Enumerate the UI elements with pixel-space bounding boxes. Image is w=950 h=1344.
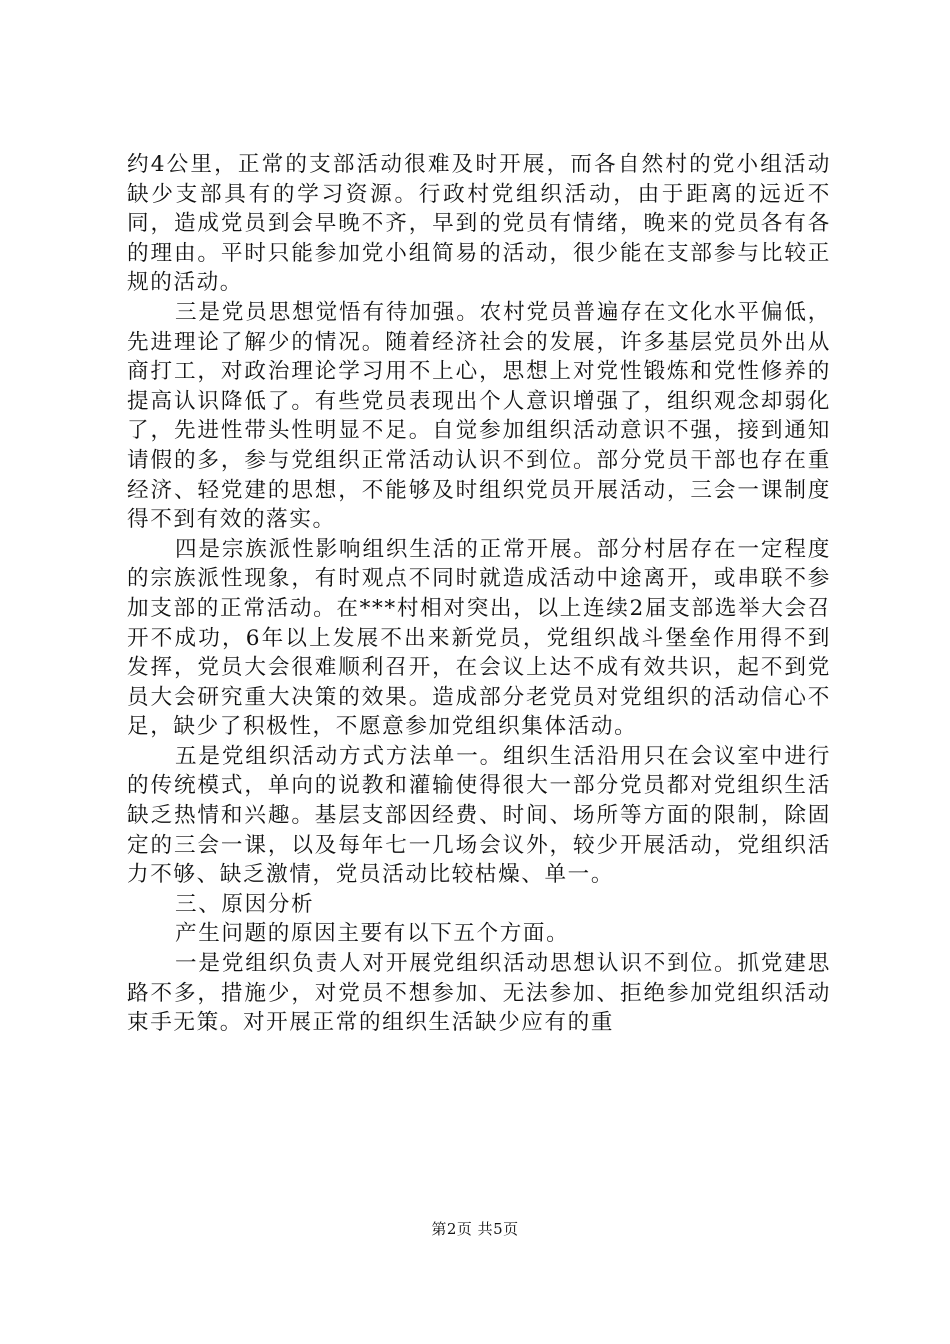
paragraph-point-five: 五是党组织活动方式方法单一。组织生活沿用只在会议室中进行的传统模式，单向的说教和灌输使得很大一部分党员都对党组织生活缺乏热情和兴趣。基层支部因经费、时间、场所等方面的限制，除固定的三会一课，以及每年七一几场会议外，较少开展活动，党组织活力不够、缺乏激情，党员活动比较枯燥、单一。 <box>127 743 831 888</box>
paragraph-point-three: 三是党员思想觉悟有待加强。农村党员普遍存在文化水平偏低，先进理论了解少的情况。随着经济社会的发展，许多基层党员外出从商打工，对政治理论学习用不上心，思想上对党性锻炼和党性修养的提高认识降低了。有些党员表现出个人意识增强了，组织观念却弱化了，先进性带头性明显不足。自觉参加组织活动意识不强，接到通知请假的多，参与党组织正常活动认识不到位。部分党员干部也存在重经济、轻党建的思想，不能够及时组织党员开展活动，三会一课制度得不到有效的落实。 <box>127 299 831 533</box>
paragraph-intro-causes: 产生问题的原因主要有以下五个方面。 <box>175 921 570 947</box>
section-heading-cause-analysis: 三、原因分析 <box>175 891 315 917</box>
document-body <box>127 150 831 1038</box>
paragraph-continuation: 约4公里，正常的支部活动很难及时开展，而各自然村的党小组活动缺少支部具有的学习资源。行政村党组织活动，由于距离的远近不同，造成党员到会早晚不齐，早到的党员有情绪，晚来的党员各有各的理由。平时只能参加党小组简易的活动，很少能在支部参与比较正规的活动。 <box>127 152 831 296</box>
paragraph-point-four: 四是宗族派性影响组织生活的正常开展。部分村居存在一定程度的宗族派性现象，有时观点不同时就造成活动中途离开，或串联不参加支部的正常活动。在***村相对突出，以上连续2届支部选举大会召开不成功，6年以上发展不出来新党员，党组织战斗堡垒作用得不到发挥，党员大会很难顺利召开，在会议上达不成有效共识，起不到党员大会研究重大决策的效果。造成部分老党员对党组织的活动信心不足，缺少了积极性，不愿意参加党组织集体活动。 <box>127 536 831 740</box>
paragraph-cause-one: 一是党组织负责人对开展党组织活动思想认识不到位。抓党建思路不多，措施少，对党员不想参加、无法参加、拒绝参加党组织活动束手无策。对开展正常的组织生活缺少应有的重 <box>127 951 831 1036</box>
page-footer: 第2页 共5页 <box>431 1220 519 1238</box>
